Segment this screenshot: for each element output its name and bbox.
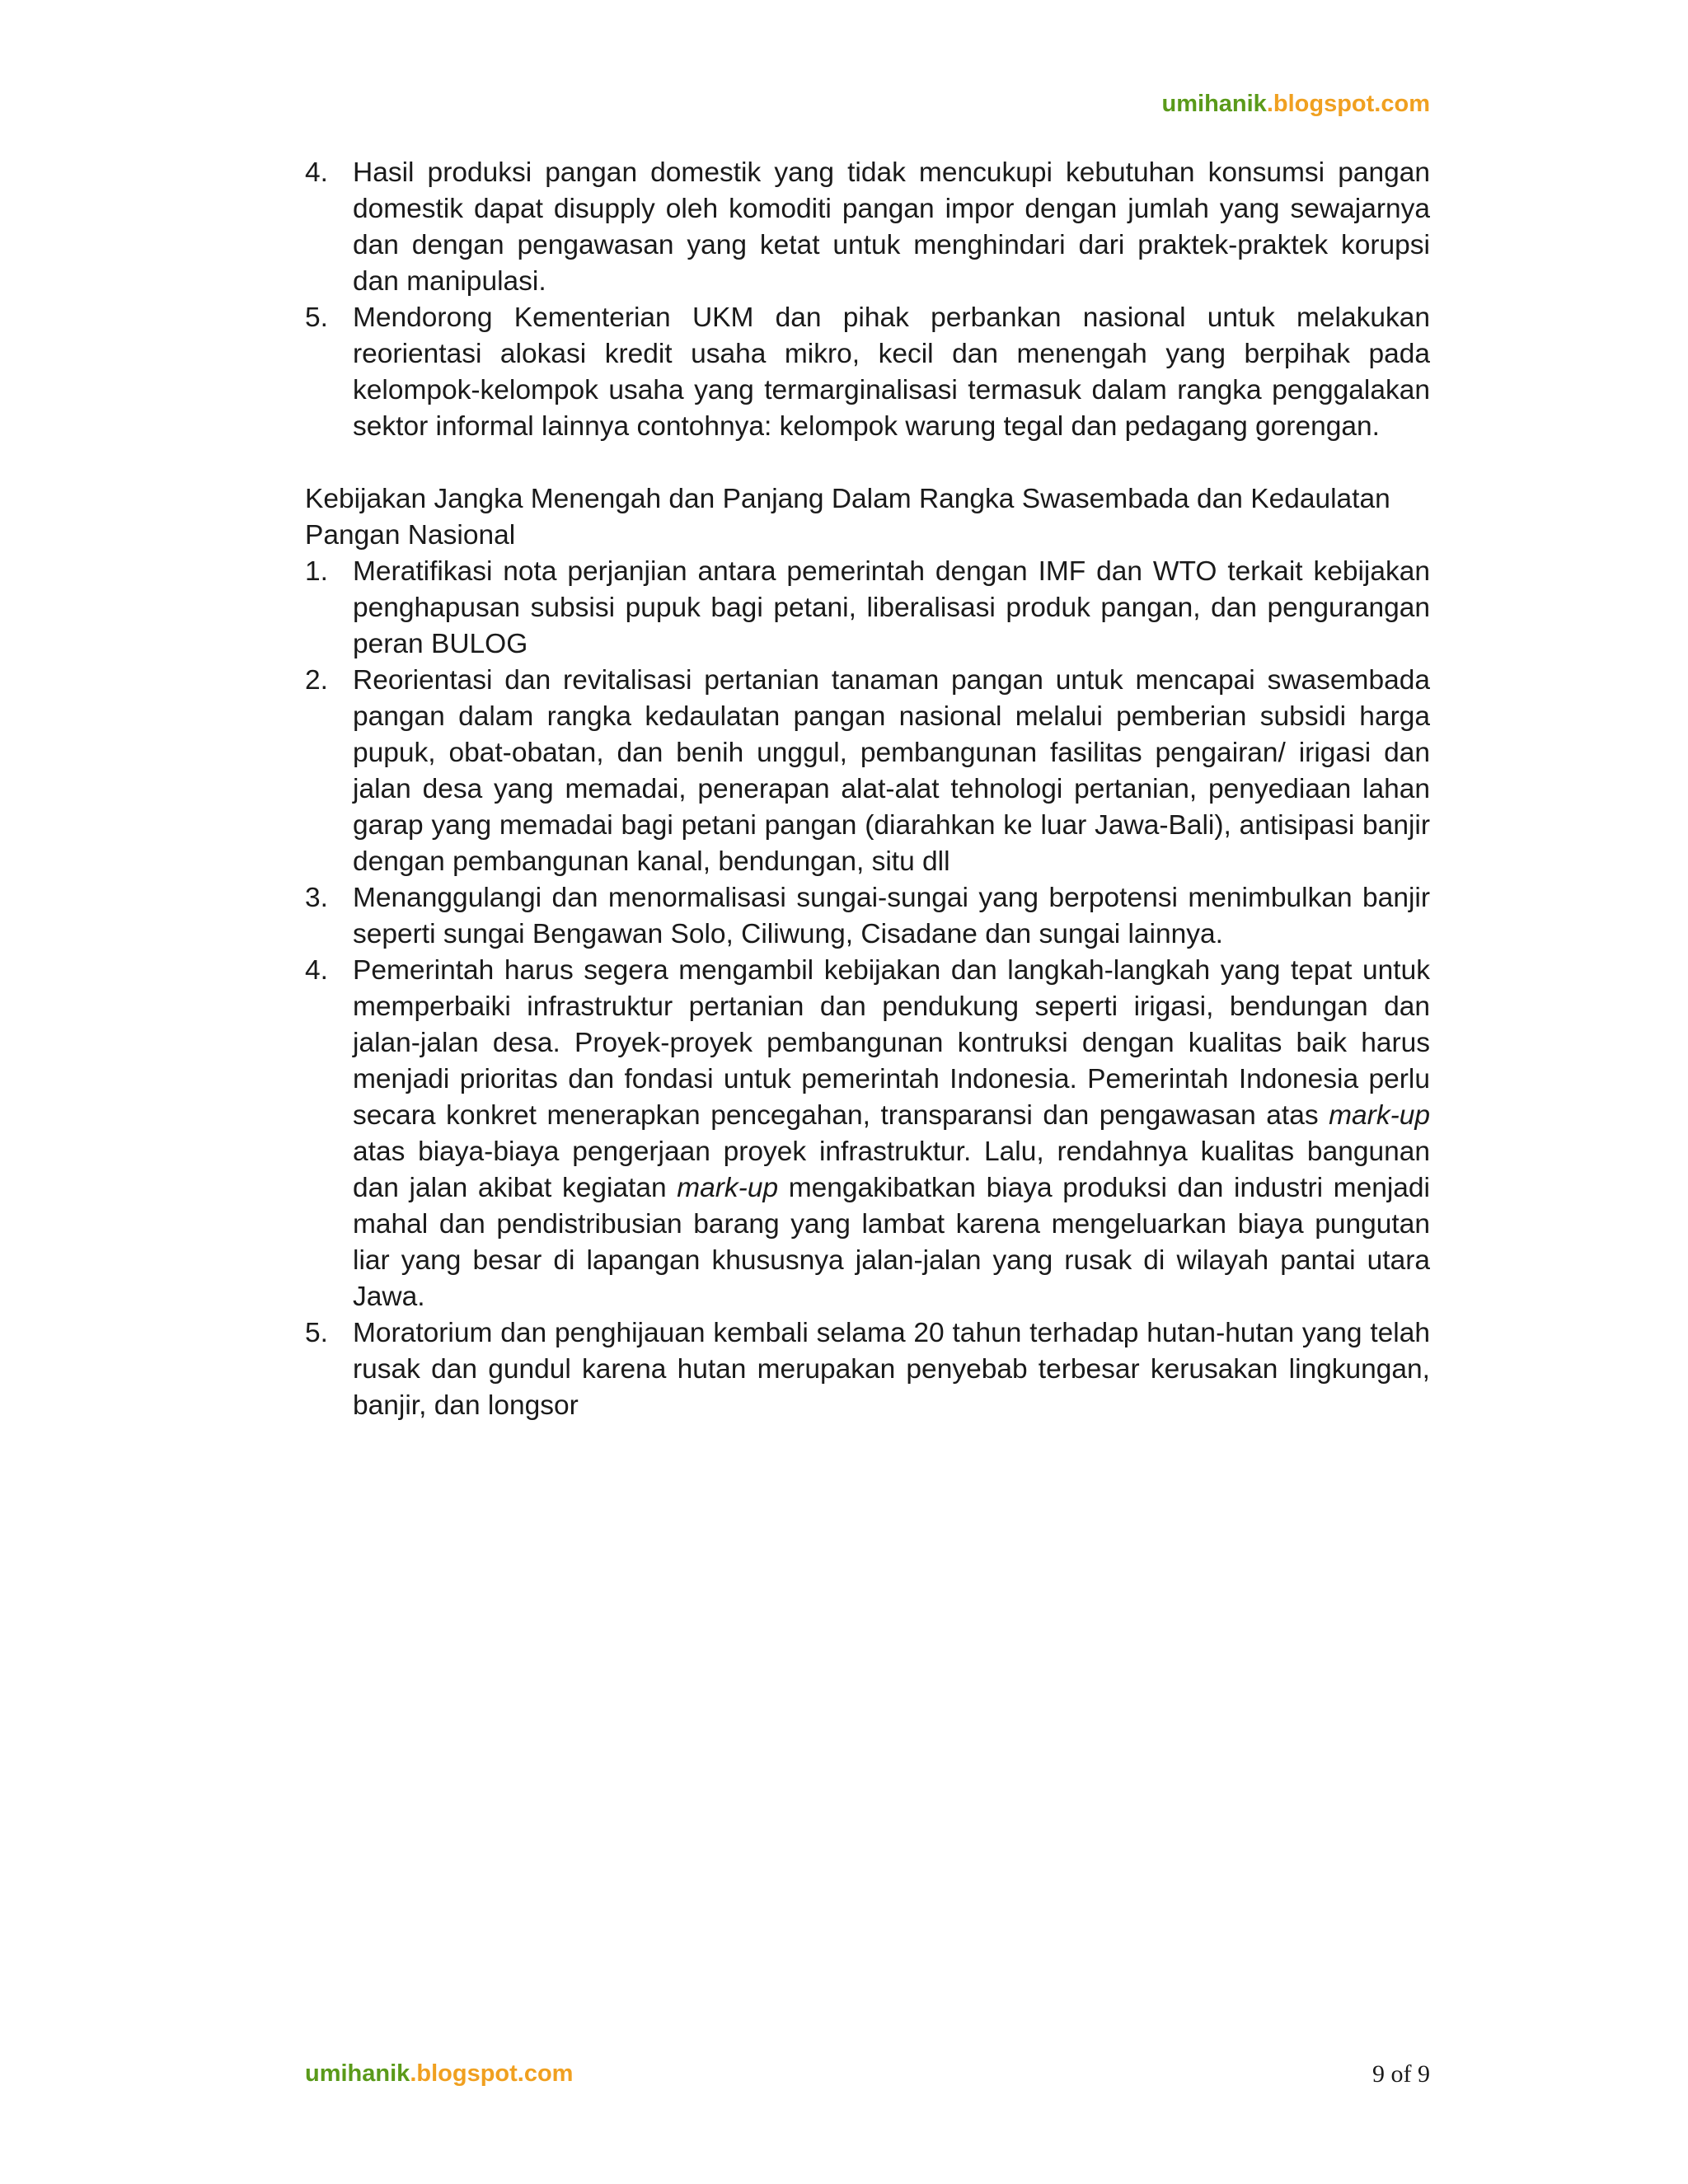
list-number: 5. xyxy=(305,302,328,333)
list-short-term xyxy=(305,155,1430,445)
list-text: Mendorong Kementerian UKM dan pihak perbankan nasional untuk melakukan reorientasi alokasi kredit usaha mikro, kecil dan menengah yang berpihak pada kelompok-kelompok usaha yang termarginalisasi termasuk dalam rangka penggalakan sektor informal lainnya contohnya: kelompok warung tegal dan pedagang gorengan. xyxy=(353,302,1430,442)
list-number: 1. xyxy=(305,556,328,587)
list-number: 4. xyxy=(305,157,328,188)
list-item xyxy=(305,880,1430,953)
site-header xyxy=(305,91,1430,118)
emphasis-mark-up: mark-up xyxy=(1329,1100,1430,1131)
list-text: Reorientasi dan revitalisasi pertanian tanaman pangan untuk mencapai swasembada pangan dalam rangka kedaulatan pangan nasional melalui pemberian subsidi harga pupuk, obat-obatan, dan benih unggul, pembangunan fasilitas pengairan/ irigasi dan jalan desa yang memadai, penerapan alat-alat tehnologi pertanian, penyediaan lahan garap yang memadai bagi petani pangan (diarahkan ke luar Jawa-Bali), antisipasi banjir dengan pembangunan kanal, bendungan, situ dll xyxy=(353,665,1430,877)
list-item xyxy=(305,300,1430,445)
list-item xyxy=(305,953,1430,1315)
page-number: 9 of 9 xyxy=(1372,2060,1430,2088)
list-text: Meratifikasi nota perjanjian antara pemerintah dengan IMF dan WTO terkait kebijakan penghapusan subsisi pupuk bagi petani, liberalisasi produk pangan, dan pengurangan peran BULOG xyxy=(353,556,1430,659)
list-item xyxy=(305,554,1430,663)
site-footer xyxy=(305,2060,573,2088)
emphasis-mark-up: mark-up xyxy=(677,1173,779,1203)
site-name-part2: .blogspot.com xyxy=(1266,91,1430,117)
list-item xyxy=(305,155,1430,300)
list-text xyxy=(353,953,1430,1315)
list-number: 5. xyxy=(305,1318,328,1348)
spacer xyxy=(305,445,1430,481)
footer-site-part1: umihanik xyxy=(305,2060,410,2087)
text-segment: Pemerintah harus segera mengambil kebijakan dan langkah-langkah yang tepat untuk memperbaiki infrastruktur pertanian dan pendukung seperti irigasi, bendungan dan jalan-jalan desa. Proyek-proyek pembangunan kontruksi dengan kualitas baik harus menjadi prioritas dan fondasi untuk pemerintah Indonesia. Pemerintah Indonesia perlu secara konkret menerapkan pencegahan, transparansi dan pengawasan atas xyxy=(353,955,1430,1131)
list-number: 3. xyxy=(305,883,328,913)
text-segment: mengakibatkan biaya produksi dan industri menjadi mahal dan pendistribusian barang yang lambat karena mengeluarkan biaya pungutan liar yang besar di lapangan khususnya jalan-jalan yang rusak di wilayah pantai utara Jawa. xyxy=(353,1173,1430,1312)
document-body xyxy=(305,155,1430,1424)
site-name-part1: umihanik xyxy=(1161,91,1267,117)
list-number: 2. xyxy=(305,665,328,696)
list-text: Moratorium dan penghijauan kembali selama 20 tahun terhadap hutan-hutan yang telah rusak dan gundul karena hutan merupakan penyebab terbesar kerusakan lingkungan, banjir, dan longsor xyxy=(353,1318,1430,1421)
list-item xyxy=(305,1315,1430,1424)
list-number: 4. xyxy=(305,955,328,986)
list-text: Menanggulangi dan menormalisasi sungai-sungai yang berpotensi menimbulkan banjir seperti sungai Bengawan Solo, Ciliwung, Cisadane dan sungai lainnya. xyxy=(353,883,1430,949)
list-long-term xyxy=(305,554,1430,1424)
list-text: Hasil produksi pangan domestik yang tidak mencukupi kebutuhan konsumsi pangan domestik dapat disupply oleh komoditi pangan impor dengan jumlah yang sewajarnya dan dengan pengawasan yang ketat untuk menghindari dari praktek-praktek korupsi dan manipulasi. xyxy=(353,157,1430,297)
section-heading: Kebijakan Jangka Menengah dan Panjang Dalam Rangka Swasembada dan Kedaulatan Pangan Nasional xyxy=(305,484,1390,551)
text-segment: atas biaya-biaya pengerjaan proyek infrastruktur. Lalu, rendahnya kualitas bangunan dan jalan akibat kegiatan xyxy=(353,1137,1430,1203)
footer-site-part2: .blogspot.com xyxy=(410,2060,574,2087)
list-item xyxy=(305,663,1430,880)
